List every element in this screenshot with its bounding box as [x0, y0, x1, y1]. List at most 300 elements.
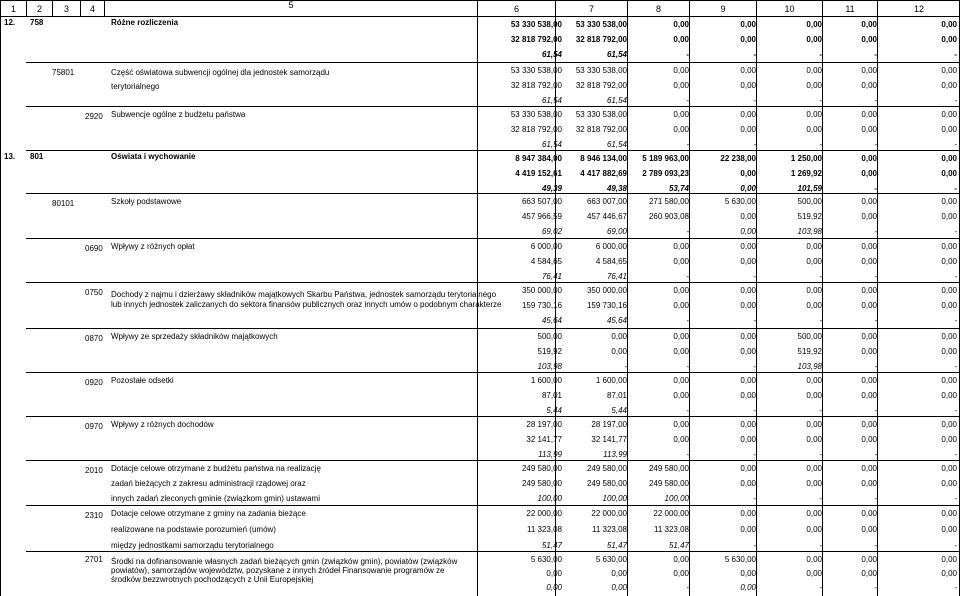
- cell-value: 0,00: [740, 184, 756, 193]
- cell-value: -: [686, 96, 689, 105]
- cell-value: 0,00: [740, 525, 756, 534]
- cell-value: -: [753, 541, 756, 550]
- cell-value: 457 966,59: [521, 212, 562, 221]
- row-name: Wpływy z różnych dochodów: [111, 420, 214, 429]
- cell-value: 663 507,00: [521, 197, 562, 206]
- cell-value: 0,00: [941, 332, 957, 341]
- cell-value: 53 330 538,00: [510, 20, 562, 29]
- cell-value: 0,00: [673, 20, 689, 29]
- cell-value: 0,00: [941, 169, 957, 178]
- cell-value: 0,00: [740, 347, 756, 356]
- cell-value: 0,00: [740, 376, 756, 385]
- cell-value: -: [819, 140, 822, 149]
- cell-value: 0,00: [941, 20, 957, 29]
- cell-value: 0,00: [611, 569, 627, 578]
- cell-value: 0,00: [941, 464, 957, 473]
- cell-value: 0,00: [740, 509, 756, 518]
- cell-value: 0,00: [861, 376, 877, 385]
- cell-value: 0,00: [546, 583, 562, 592]
- cell-value: -: [954, 406, 957, 415]
- cell-value: 0,00: [740, 110, 756, 119]
- cell-value: 45,64: [606, 316, 627, 325]
- dzial-code: 758: [30, 18, 44, 27]
- cell-value: 5 630,00: [724, 197, 756, 206]
- cell-value: 0,00: [941, 391, 957, 400]
- rozdzial-code: 75801: [52, 68, 75, 77]
- cell-value: 0,00: [611, 332, 627, 341]
- row-divider: [26, 372, 960, 373]
- row-divider: [26, 460, 960, 461]
- cell-value: -: [874, 50, 877, 59]
- cell-value: 32 141,77: [526, 435, 562, 444]
- cell-value: 0,00: [861, 509, 877, 518]
- cell-value: -: [954, 227, 957, 236]
- cell-value: 32 818 792,00: [510, 125, 562, 134]
- cell-value: 49,38: [606, 184, 627, 193]
- cell-value: 519,92: [797, 212, 822, 221]
- row-divider: [26, 193, 960, 194]
- cell-value: -: [874, 96, 877, 105]
- cell-value: 0,00: [941, 81, 957, 90]
- cell-value: 32 818 792,00: [510, 81, 562, 90]
- cell-value: 32 818 792,00: [575, 35, 627, 44]
- cell-value: 0,00: [861, 169, 877, 178]
- cell-value: 100,00: [664, 494, 689, 503]
- cell-value: -: [874, 494, 877, 503]
- cell-value: 0,00: [806, 20, 822, 29]
- cell-value: 0,00: [740, 66, 756, 75]
- row-divider: [26, 62, 960, 63]
- cell-value: -: [874, 316, 877, 325]
- row-name: Dotacje celowe otrzymane z budżetu państwa na realizację: [111, 464, 321, 473]
- column-header-row: [0, 0, 959, 17]
- cell-value: 51,47: [541, 541, 562, 550]
- cell-value: -: [874, 362, 877, 371]
- row-name: Środki na dofinansowanie własnych zadań bieżących gmin (związków gmin), powiatów (związków powiatów), samorządów województw, pozyskane z innych źródeł Finansowanie programów ze środków bezzwrotnych pochodzących z Unii Europejskiej: [111, 557, 458, 584]
- cell-value: 159 730,16: [586, 301, 627, 310]
- cell-value: 61,54: [606, 96, 627, 105]
- cell-value: 0,00: [941, 197, 957, 206]
- cell-value: 0,00: [806, 125, 822, 134]
- cell-value: 101,59: [797, 184, 822, 193]
- cell-value: 0,00: [941, 242, 957, 251]
- cell-value: -: [954, 583, 957, 592]
- cell-value: 0,00: [941, 286, 957, 295]
- cell-value: 0,00: [941, 35, 957, 44]
- cell-value: 0,00: [673, 125, 689, 134]
- cell-value: 0,00: [740, 242, 756, 251]
- cell-value: -: [686, 583, 689, 592]
- cell-value: -: [686, 316, 689, 325]
- cell-value: 0,00: [861, 154, 877, 163]
- row-name: Pozostałe odsetki: [111, 376, 174, 385]
- cell-value: 0,00: [941, 525, 957, 534]
- cell-value: 5 630,00: [724, 555, 756, 564]
- cell-value: -: [819, 272, 822, 281]
- row-name: Oświata i wychowanie: [111, 152, 196, 161]
- cell-value: 61,54: [541, 96, 562, 105]
- column-header-6: 6: [478, 1, 556, 17]
- cell-value: -: [954, 184, 957, 193]
- cell-value: -: [753, 494, 756, 503]
- cell-value: 249 580,00: [586, 464, 627, 473]
- cell-value: -: [753, 140, 756, 149]
- cell-value: 0,00: [861, 81, 877, 90]
- cell-value: 0,00: [740, 332, 756, 341]
- cell-value: 0,00: [673, 110, 689, 119]
- cell-value: 113,99: [538, 450, 562, 459]
- paragraf-code: 2701: [85, 555, 103, 564]
- cell-value: 0,00: [806, 35, 822, 44]
- cell-value: 0,00: [861, 464, 877, 473]
- cell-value: 8 947 384,00: [515, 154, 562, 163]
- row-name: Różne rozliczenia: [111, 18, 179, 27]
- cell-value: 0,00: [861, 332, 877, 341]
- column-header-3: 3: [53, 1, 81, 17]
- cell-value: 271 580,00: [648, 197, 689, 206]
- cell-value: 0,00: [740, 391, 756, 400]
- cell-value: 0,00: [806, 257, 822, 266]
- cell-value: 249 580,00: [648, 479, 689, 488]
- cell-value: -: [819, 50, 822, 59]
- column-header-5: 5: [105, 1, 478, 17]
- cell-value: 45,64: [541, 316, 562, 325]
- cell-value: -: [819, 450, 822, 459]
- column-header-11: 11: [823, 1, 878, 17]
- cell-value: 0,00: [941, 347, 957, 356]
- cell-value: -: [954, 494, 957, 503]
- cell-value: -: [753, 450, 756, 459]
- cell-value: 0,00: [861, 555, 877, 564]
- cell-value: -: [954, 272, 957, 281]
- cell-value: 0,00: [673, 332, 689, 341]
- cell-value: 0,00: [861, 20, 877, 29]
- paragraf-code: 2010: [85, 466, 103, 475]
- cell-value: 32 141,77: [591, 435, 627, 444]
- cell-value: 500,00: [797, 332, 822, 341]
- cell-value: -: [874, 227, 877, 236]
- cell-value: -: [819, 583, 822, 592]
- cell-value: 100,00: [537, 494, 562, 503]
- cell-value: 0,00: [941, 154, 957, 163]
- cell-value: 32 818 792,00: [510, 35, 562, 44]
- column-header-2: 2: [27, 1, 53, 17]
- cell-value: -: [954, 541, 957, 550]
- cell-value: -: [819, 96, 822, 105]
- cell-value: 0,00: [806, 376, 822, 385]
- cell-value: 0,00: [740, 301, 756, 310]
- paragraf-code: 0920: [85, 378, 103, 387]
- cell-value: 4 584,65: [595, 257, 627, 266]
- cell-value: 28 197,00: [526, 420, 562, 429]
- cell-value: 61,54: [541, 50, 562, 59]
- cell-value: 4 584,65: [530, 257, 562, 266]
- cell-value: 0,00: [806, 569, 822, 578]
- cell-value: 0,00: [941, 301, 957, 310]
- row-name: Dotacje celowe otrzymane z gminy na zadania bieżące: [111, 509, 306, 518]
- cell-value: 0,00: [740, 420, 756, 429]
- column-header-10: 10: [757, 1, 823, 17]
- column-header-4: 4: [81, 1, 105, 17]
- cell-value: 61,54: [606, 140, 627, 149]
- cell-value: 0,00: [941, 555, 957, 564]
- dzial-code: 801: [30, 152, 44, 161]
- cell-value: 249 580,00: [521, 464, 562, 473]
- cell-value: 0,00: [941, 66, 957, 75]
- row-divider: [26, 551, 960, 552]
- cell-value: 4 419 152,61: [515, 169, 562, 178]
- cell-value: 0,00: [673, 569, 689, 578]
- cell-value: 457 446,67: [586, 212, 627, 221]
- row-divider: [26, 16, 960, 17]
- cell-value: -: [819, 494, 822, 503]
- cell-value: 350 000,00: [586, 286, 627, 295]
- cell-value: 103,98: [797, 362, 822, 371]
- cell-value: 0,00: [941, 125, 957, 134]
- cell-value: 0,00: [806, 509, 822, 518]
- row-name: Subwencje ogólne z budżetu państwa: [111, 110, 246, 119]
- cell-value: 0,00: [740, 227, 756, 236]
- cell-value: 103,98: [537, 362, 562, 371]
- cell-value: -: [874, 450, 877, 459]
- cell-value: 6 000,00: [530, 242, 562, 251]
- cell-value: 0,00: [806, 110, 822, 119]
- cell-value: -: [686, 227, 689, 236]
- cell-value: 519,92: [797, 347, 822, 356]
- cell-value: 0,00: [941, 435, 957, 444]
- cell-value: 11 323,08: [654, 525, 689, 534]
- cell-value: 8 946 134,00: [580, 154, 627, 163]
- cell-value: 0,00: [861, 347, 877, 356]
- cell-value: 0,00: [611, 583, 627, 592]
- cell-value: 0,00: [611, 347, 627, 356]
- column-header-7: 7: [556, 1, 628, 17]
- paragraf-code: 0870: [85, 334, 103, 343]
- cell-value: 0,00: [673, 347, 689, 356]
- cell-value: 0,00: [673, 257, 689, 266]
- cell-value: -: [874, 272, 877, 281]
- cell-value: 53 330 538,00: [510, 66, 562, 75]
- cell-value: 0,00: [806, 464, 822, 473]
- cell-value: 0,00: [673, 66, 689, 75]
- cell-value: 32 818 792,00: [575, 125, 627, 134]
- cell-value: -: [819, 541, 822, 550]
- cell-value: 61,54: [541, 140, 562, 149]
- cell-value: 69,02: [541, 227, 562, 236]
- cell-value: 0,00: [941, 420, 957, 429]
- cell-value: 249 580,00: [521, 479, 562, 488]
- cell-value: 0,00: [740, 464, 756, 473]
- cell-value: 113,99: [603, 450, 627, 459]
- cell-value: 0,00: [740, 169, 756, 178]
- row-name: Wpływy z różnych opłat: [111, 242, 195, 251]
- cell-value: 0,00: [861, 479, 877, 488]
- cell-value: 0,00: [941, 110, 957, 119]
- cell-value: -: [753, 272, 756, 281]
- cell-value: 0,00: [861, 66, 877, 75]
- cell-value: 0,00: [673, 376, 689, 385]
- cell-value: 11 323,08: [592, 525, 627, 534]
- cell-value: 0,00: [861, 420, 877, 429]
- cell-value: 1 250,00: [790, 154, 822, 163]
- cell-value: 53 330 538,00: [510, 110, 562, 119]
- cell-value: -: [874, 583, 877, 592]
- lp-number: 12.: [4, 18, 16, 27]
- cell-value: 0,00: [806, 420, 822, 429]
- cell-value: 11 323,08: [527, 525, 562, 534]
- cell-value: 0,00: [806, 301, 822, 310]
- cell-value: -: [753, 50, 756, 59]
- cell-value: -: [954, 96, 957, 105]
- cell-value: -: [874, 140, 877, 149]
- lp-number: 13.: [4, 152, 16, 161]
- cell-value: 2 789 093,23: [642, 169, 689, 178]
- cell-value: 0,00: [673, 301, 689, 310]
- cell-value: -: [753, 362, 756, 371]
- row-name: realizowane na podstawie porozumień (umów): [111, 525, 276, 534]
- cell-value: 0,00: [673, 555, 689, 564]
- cell-value: 0,00: [740, 569, 756, 578]
- paragraf-code: 2310: [85, 511, 103, 520]
- cell-value: 100,00: [602, 494, 627, 503]
- cell-value: 22 238,00: [720, 154, 756, 163]
- cell-value: 5 630,00: [595, 555, 627, 564]
- cell-value: -: [753, 406, 756, 415]
- cell-value: 0,00: [941, 509, 957, 518]
- cell-value: 519,92: [537, 347, 562, 356]
- cell-value: 249 580,00: [586, 479, 627, 488]
- cell-value: 0,00: [806, 391, 822, 400]
- cell-value: 0,00: [861, 110, 877, 119]
- cell-value: -: [874, 541, 877, 550]
- cell-value: 663 007,00: [586, 197, 627, 206]
- cell-value: 0,00: [861, 257, 877, 266]
- cell-value: 32 818 792,00: [575, 81, 627, 90]
- column-header-12: 12: [878, 1, 960, 17]
- cell-value: 0,00: [861, 197, 877, 206]
- row-name: Wpływy ze sprzedaży składników majątkowych: [111, 332, 278, 341]
- row-divider: [26, 505, 960, 506]
- cell-value: -: [686, 140, 689, 149]
- cell-value: 0,00: [861, 525, 877, 534]
- rozdzial-code: 80101: [52, 199, 75, 208]
- row-divider: [26, 416, 960, 417]
- row-name: zadań bieżących z zakresu administracji rządowej oraz: [111, 479, 306, 488]
- cell-value: 0,00: [740, 286, 756, 295]
- row-divider: [26, 282, 960, 283]
- cell-value: 0,00: [673, 286, 689, 295]
- cell-value: 0,00: [861, 242, 877, 251]
- row-name: Część oświatowa subwencji ogólnej dla jednostek samorządu terytorialnego: [111, 68, 330, 91]
- cell-value: 0,00: [941, 376, 957, 385]
- cell-value: 0,00: [861, 212, 877, 221]
- cell-value: 0,00: [740, 212, 756, 221]
- cell-value: 5 630,00: [530, 555, 562, 564]
- cell-value: 0,00: [861, 301, 877, 310]
- cell-value: 0,00: [806, 81, 822, 90]
- paragraf-code: 0750: [85, 288, 103, 297]
- cell-value: -: [686, 406, 689, 415]
- cell-value: 1 600,00: [530, 376, 562, 385]
- cell-value: 51,47: [668, 541, 689, 550]
- cell-value: 0,00: [806, 66, 822, 75]
- cell-value: 0,00: [861, 125, 877, 134]
- cell-value: -: [954, 450, 957, 459]
- cell-value: 0,00: [740, 583, 756, 592]
- cell-value: 0,00: [740, 125, 756, 134]
- cell-value: 0,00: [740, 479, 756, 488]
- cell-value: -: [686, 50, 689, 59]
- cell-value: 5 189 963,00: [642, 154, 689, 163]
- cell-value: 500,00: [797, 197, 822, 206]
- cell-value: 0,00: [673, 420, 689, 429]
- cell-value: 0,00: [806, 525, 822, 534]
- cell-value: 53 330 538,00: [575, 110, 627, 119]
- cell-value: 1 600,00: [595, 376, 627, 385]
- cell-value: 0,00: [740, 257, 756, 266]
- cell-value: -: [753, 96, 756, 105]
- column-header-8: 8: [628, 1, 690, 17]
- cell-value: 0,00: [861, 35, 877, 44]
- cell-value: 0,00: [941, 569, 957, 578]
- cell-value: 0,00: [861, 569, 877, 578]
- cell-value: 69,00: [606, 227, 627, 236]
- cell-value: 76,41: [541, 272, 562, 281]
- cell-value: 500,00: [537, 332, 562, 341]
- cell-value: 28 197,00: [591, 420, 627, 429]
- cell-value: 0,00: [806, 555, 822, 564]
- cell-value: 0,00: [806, 479, 822, 488]
- cell-value: 49,39: [541, 184, 562, 193]
- cell-value: 0,00: [861, 435, 877, 444]
- row-divider: [26, 328, 960, 329]
- cell-value: 0,00: [740, 20, 756, 29]
- cell-value: -: [954, 50, 957, 59]
- column-header-1: 1: [1, 1, 27, 17]
- cell-value: -: [686, 272, 689, 281]
- cell-value: 87,01: [606, 391, 627, 400]
- cell-value: 0,00: [806, 435, 822, 444]
- column-header-9: 9: [690, 1, 757, 17]
- cell-value: -: [686, 450, 689, 459]
- cell-value: 6 000,00: [595, 242, 627, 251]
- cell-value: 0,00: [740, 81, 756, 90]
- cell-value: 5,44: [611, 406, 627, 415]
- cell-value: -: [874, 406, 877, 415]
- cell-value: 0,00: [673, 81, 689, 90]
- paragraf-code: 2920: [85, 112, 103, 121]
- cell-value: 0,00: [740, 35, 756, 44]
- cell-value: 51,47: [606, 541, 627, 550]
- cell-value: 22 000,00: [653, 509, 689, 518]
- cell-value: 76,41: [606, 272, 627, 281]
- row-name: między jednostkami samorządu terytorialnego: [111, 541, 274, 550]
- cell-value: 103,98: [797, 227, 822, 236]
- cell-value: 0,00: [861, 391, 877, 400]
- row-divider: [26, 150, 960, 151]
- paragraf-code: 0690: [85, 244, 103, 253]
- cell-value: 0,00: [941, 479, 957, 488]
- cell-value: 87,01: [541, 391, 562, 400]
- cell-value: 249 580,00: [648, 464, 689, 473]
- cell-value: 0,00: [673, 242, 689, 251]
- cell-value: 22 000,00: [526, 509, 562, 518]
- cell-value: 159 730,16: [521, 301, 562, 310]
- cell-value: 53 330 538,00: [575, 20, 627, 29]
- row-name: Szkoły podstawowe: [111, 197, 182, 206]
- cell-value: -: [819, 406, 822, 415]
- cell-value: 0,00: [806, 286, 822, 295]
